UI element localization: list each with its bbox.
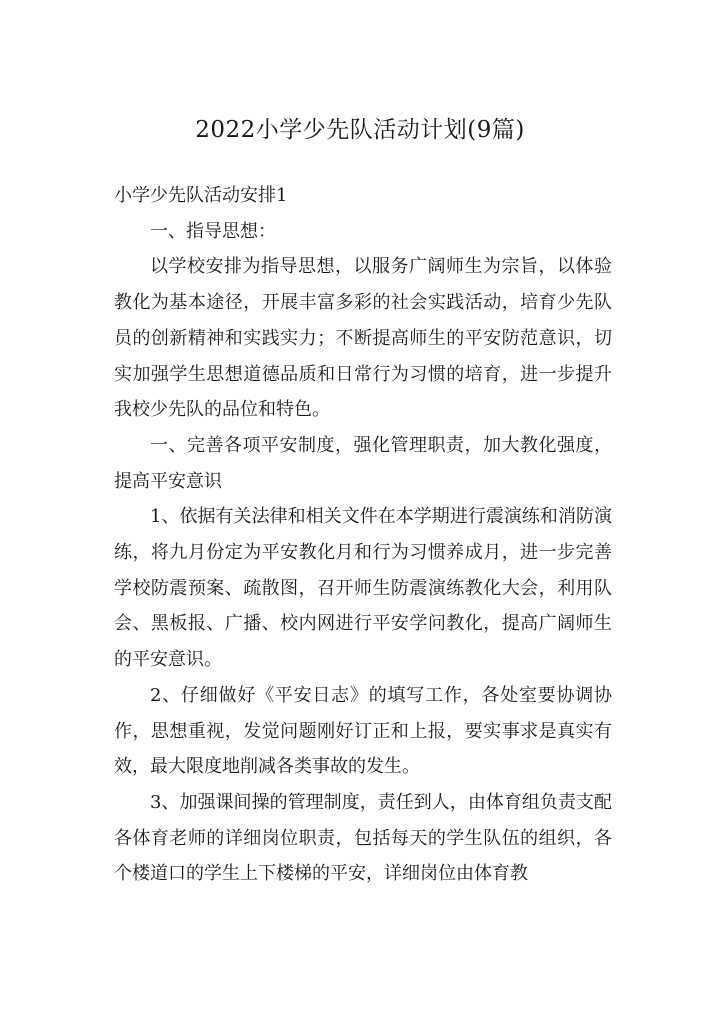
paragraph-item-2: 2、仔细做好《平安日志》的填写工作，各处室要协调协作，思想重视，发觉问题刚好订正和上报，要实事求是真实有效，最大限度地削减各类事故的发生。 [114,684,612,778]
document-title: 2022小学少先队活动计划(9篇) [195,117,525,143]
paragraph-item-3: 3、加强课间操的管理制度，责任到人，由体育组负责支配各体育老师的详细岗位职责，包括每天的学生队伍的组织，各个楼道口的学生上下楼梯的平安，详细岗位由体育教 [114,791,612,885]
section-heading: 小学少先队活动安排1 [114,185,288,206]
document-body [114,178,612,892]
paragraph-safety-system-heading: 一、完善各项平安制度，强化管理职责，加大教化强度，提高平安意识 [114,434,612,492]
paragraph-item-1: 1、依据有关法律和相关文件在本学期进行震演练和消防演练，将九月份定为平安教化月和行为习惯养成月，进一步完善学校防震预案、疏散图，召开师生防震演练教化大会，利用队会、黑板报、广播、校内网进行平安学问教化，提高广阔师生的平安意识。 [114,506,612,671]
paragraph-guiding-ideology-heading: 一、指导思想： [150,220,276,242]
paragraph-guiding-ideology: 以学校安排为指导思想，以服务广阔师生为宗旨，以体验教化为基本途径，开展丰富多彩的社会实践活动，培育少先队员的创新精神和实践实力；不断提高师生的平安防范意识，切实加强学生思想道德品质和日常行为习惯的培育，进一步提升我校少先队的品位和特色。 [114,256,612,421]
